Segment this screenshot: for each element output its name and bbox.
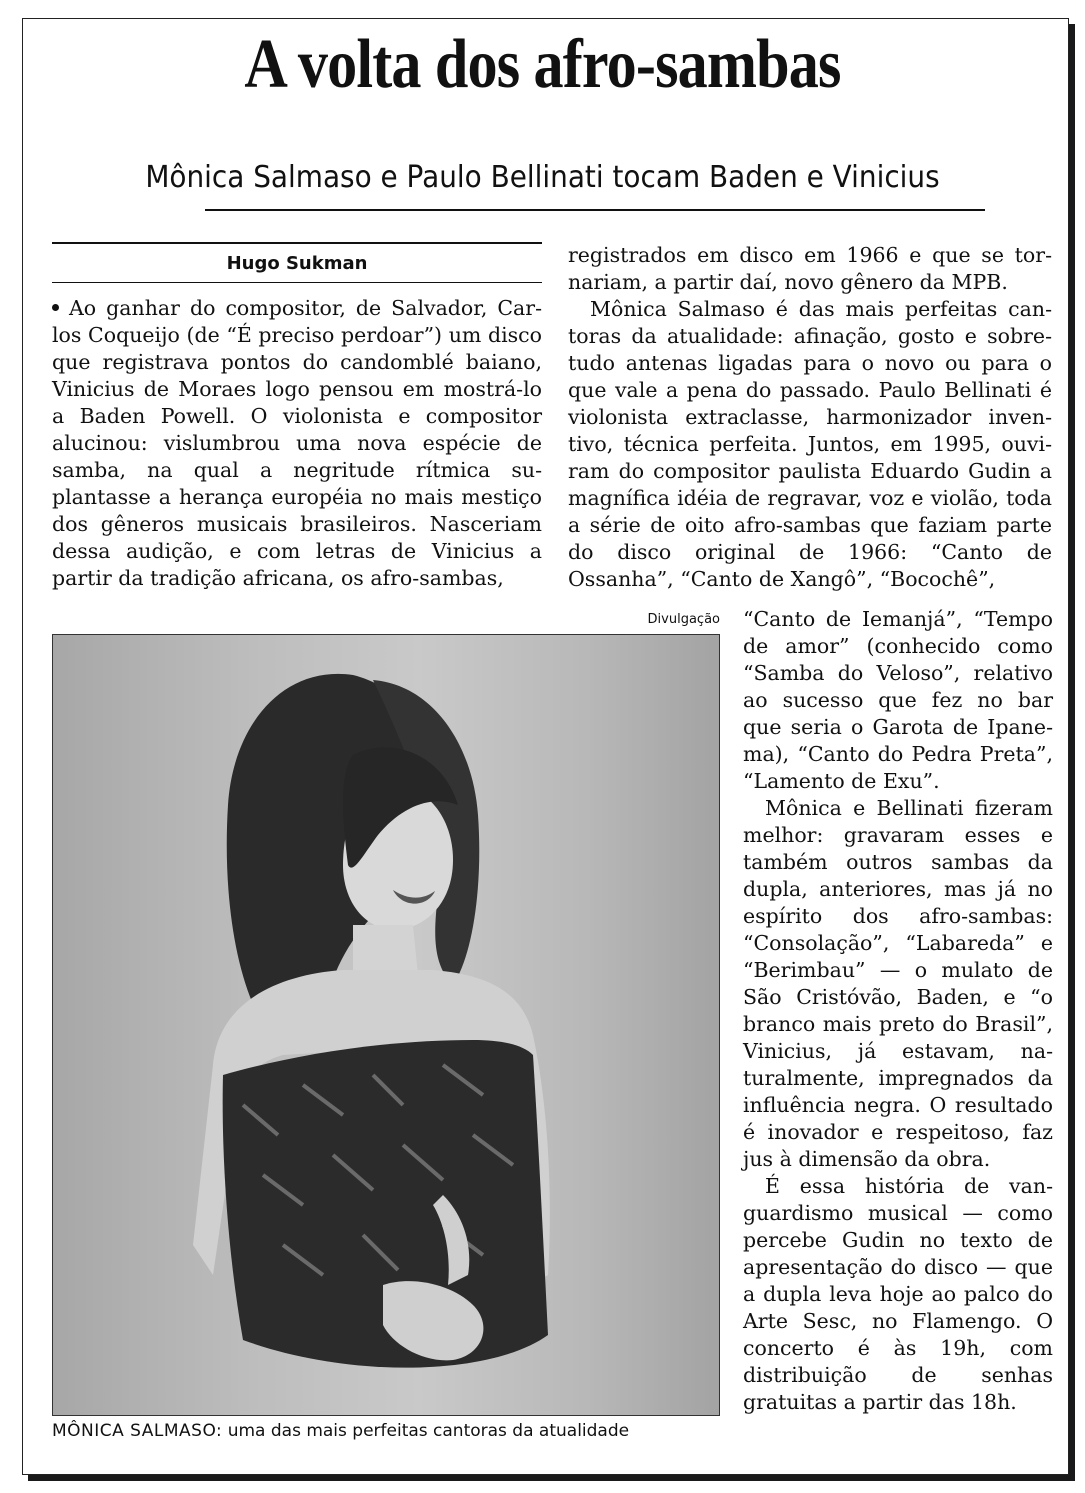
article-paragraph: Mônica Salmaso é das mais perfeitas cantoras da atualidade: afinação, gosto e sobretudo antenas ligadas para o novo ou para o que vale a pena do passado. Paulo Bellinati é violonista extraclasse, harmonizador inventivo, técnica perfeita. Juntos, em 1995, ouviram do compositor paulista Eduardo Gudin a magnífica idéia de regravar, voz e violão, toda a série de oito afro-sambas que faziam parte do disco original de 1966: “Canto de Ossanha”, “Canto de Xangô”, “Bocochê”, <box>568 297 1052 591</box>
caption-name: MÔNICA SALMASO: <box>52 1421 223 1441</box>
subtitle-rule <box>205 209 985 211</box>
article-paragraph <box>52 295 542 592</box>
photo-credit: Divulgação <box>647 612 720 627</box>
article-photo <box>52 634 720 1416</box>
photo-caption <box>52 1421 732 1441</box>
bullet-icon <box>52 304 59 311</box>
subtitle: Mônica Salmaso e Paulo Bellinati tocam Baden e Vinicius <box>145 160 940 195</box>
byline: Hugo Sukman <box>226 253 368 274</box>
headline: A volta dos afro-sambas <box>244 26 841 103</box>
article-column-2 <box>568 242 1052 593</box>
article-paragraph: registrados em disco em 1966 e que se tornariam, a partir daí, novo gênero da MPB. <box>568 243 1052 294</box>
article-paragraph-text: Ao ganhar do compositor, de Salvador, Carlos Coqueijo (de “É preciso perdoar”) um disco que registrava pontos do candomblé baiano, Vinicius de Moraes logo pensou em mostrá-lo a Baden Powell. O violonista e compositor alucinou: vislumbrou uma nova espécie de samba, na qual a negritude rítmica suplantasse a herança européia no mais mestiço dos gêneros musicais brasileiros. Nasceriam dessa audição, e com letras de Vinicius a partir da tradição africana, os afro-sambas, <box>52 296 542 590</box>
portrait-illustration <box>53 635 720 1416</box>
caption-text: uma das mais perfeitas cantoras da atualidade <box>222 1421 630 1441</box>
article-paragraph: “Canto de Iemanjá”, “Tempo de amor” (conhecido como “Samba do Veloso”, relativo ao sucesso que fez no bar que seria o Garota de Ipanema), “Canto do Pedra Preta”, “Lamento de Exu”. <box>743 607 1053 793</box>
byline-bottom-rule <box>52 282 542 283</box>
article-column-3 <box>743 606 1053 1416</box>
article-paragraph: Mônica e Bellinati fizeram melhor: gravaram esses e também outros sambas da dupla, anteriores, mas já no espírito dos afro-sambas: “Consolação”, “Labareda” e “Berimbau” — o mulato de São Cristóvão, Baden, e “o branco mais preto do Brasil”, Vinicius, já estavam, naturalmente, impregnados da influência negra. O resultado é inovador e respeitoso, faz jus à dimensão da obra. <box>743 796 1053 1171</box>
article-paragraph: É essa história de vanguardismo musical — como percebe Gudin no texto de apresentação do disco — que a dupla leva hoje ao palco do Arte Sesc, no Flamengo. O concerto é às 19h, com distribuição de senhas gratuitas a partir das 18h. <box>743 1174 1053 1414</box>
byline-top-rule <box>52 242 542 244</box>
article-column-1 <box>52 295 542 592</box>
